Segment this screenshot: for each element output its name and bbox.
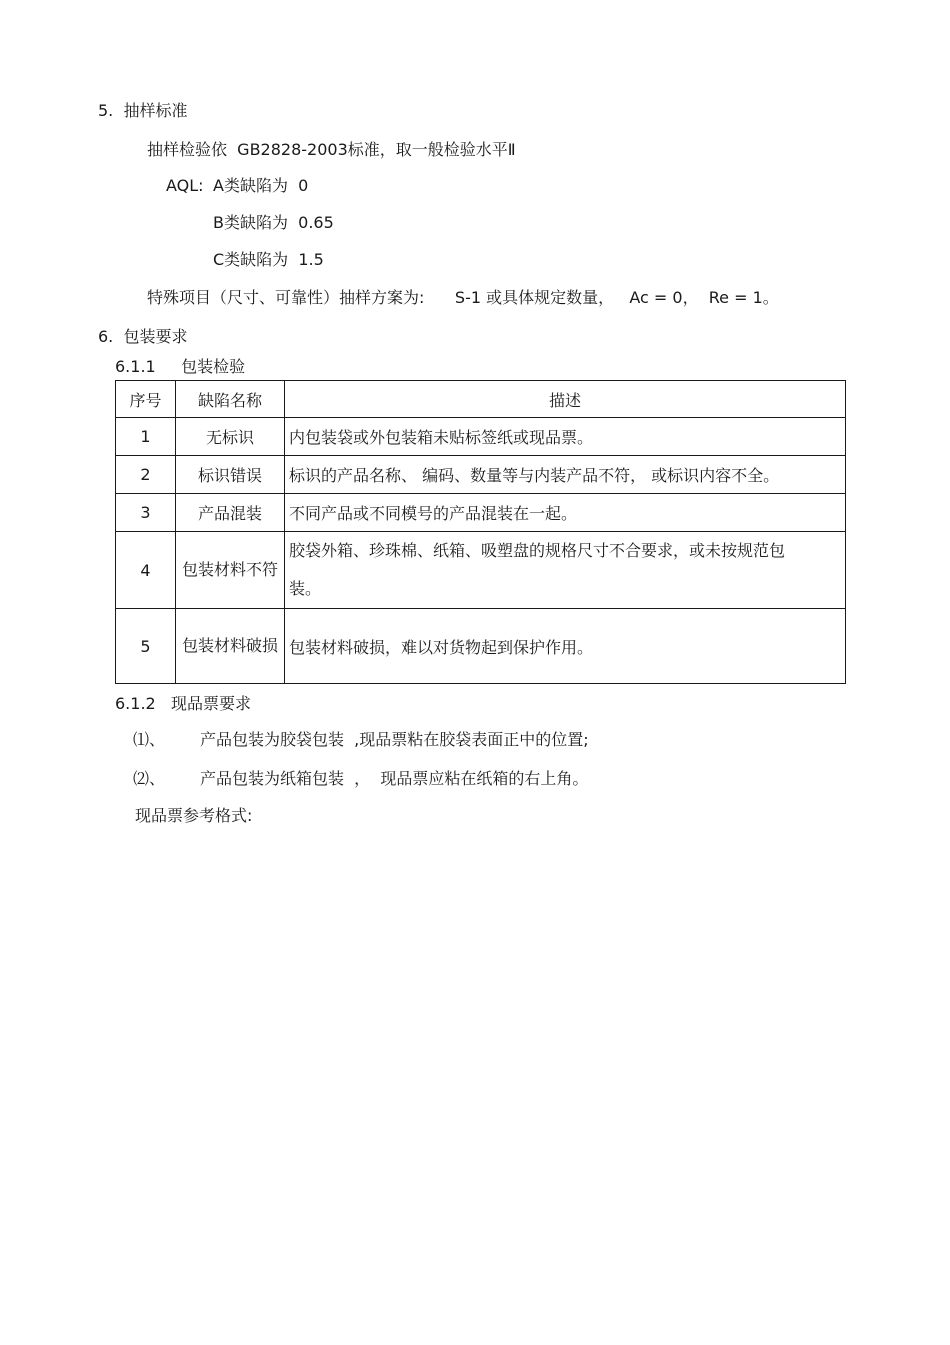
header-description: 描述 bbox=[285, 381, 846, 418]
item-1-text: 产品包装为胶袋包装 ,现品票粘在胶袋表面正中的位置; bbox=[200, 730, 589, 749]
item-1-number: ⑴、 bbox=[133, 730, 166, 749]
row-description: 包装材料破损，难以对货物起到保护作用。 bbox=[285, 609, 846, 684]
subsection-6-1-2-title: 6.1.2 现品票要求 bbox=[115, 694, 251, 713]
subsection-6-1-1-title: 6.1.1 包装检验 bbox=[115, 357, 246, 376]
aql-class-c: C类缺陷为 1.5 bbox=[213, 250, 324, 269]
row-description: 标识的产品名称、 编码、数量等与内装产品不符， 或标识内容不全。 bbox=[285, 456, 846, 494]
table-row bbox=[116, 456, 846, 494]
table-row bbox=[116, 609, 846, 684]
packaging-inspection-table bbox=[115, 380, 846, 684]
row-description: 胶袋外箱、珍珠棉、纸箱、吸塑盘的规格尺寸不合要求，或未按规范包装。 bbox=[285, 532, 846, 609]
row-defect-name: 无标识 bbox=[176, 418, 285, 456]
header-defect-name: 缺陷名称 bbox=[176, 381, 285, 418]
row-description: 内包装袋或外包装箱未贴标签纸或现品票。 bbox=[285, 418, 846, 456]
item-2-number: ⑵、 bbox=[133, 769, 166, 788]
row-defect-name: 包装材料破损 bbox=[176, 609, 285, 684]
special-sampling-plan: 特殊项目（尺寸、可靠性）抽样方案为: S-1 或具体规定数量， Ac = 0， Re = 1。 bbox=[147, 288, 779, 307]
table-row bbox=[116, 418, 846, 456]
section-6-heading: 6. 包装要求 bbox=[98, 327, 188, 346]
row-no: 4 bbox=[116, 532, 176, 609]
table-row bbox=[116, 494, 846, 532]
table-header-row bbox=[116, 381, 846, 418]
row-defect-name: 包装材料不符 bbox=[176, 532, 285, 609]
row-description: 不同产品或不同模号的产品混装在一起。 bbox=[285, 494, 846, 532]
tag-format-label: 现品票参考格式: bbox=[135, 806, 253, 825]
row-no: 3 bbox=[116, 494, 176, 532]
header-no: 序号 bbox=[116, 381, 176, 418]
row-no: 1 bbox=[116, 418, 176, 456]
aql-label: AQL: bbox=[166, 176, 204, 195]
aql-class-a: A类缺陷为 0 bbox=[213, 176, 309, 195]
row-defect-name: 标识错误 bbox=[176, 456, 285, 494]
aql-class-b: B类缺陷为 0.65 bbox=[213, 213, 334, 232]
row-no: 2 bbox=[116, 456, 176, 494]
row-no: 5 bbox=[116, 609, 176, 684]
row-defect-name: 产品混装 bbox=[176, 494, 285, 532]
sampling-basis: 抽样检验依 GB2828-2003标准，取一般检验水平Ⅱ bbox=[147, 140, 516, 159]
table-row bbox=[116, 532, 846, 609]
item-2-text: 产品包装为纸箱包装 ， 现品票应粘在纸箱的右上角。 bbox=[200, 769, 589, 788]
section-5-heading: 5. 抽样标准 bbox=[98, 101, 188, 120]
